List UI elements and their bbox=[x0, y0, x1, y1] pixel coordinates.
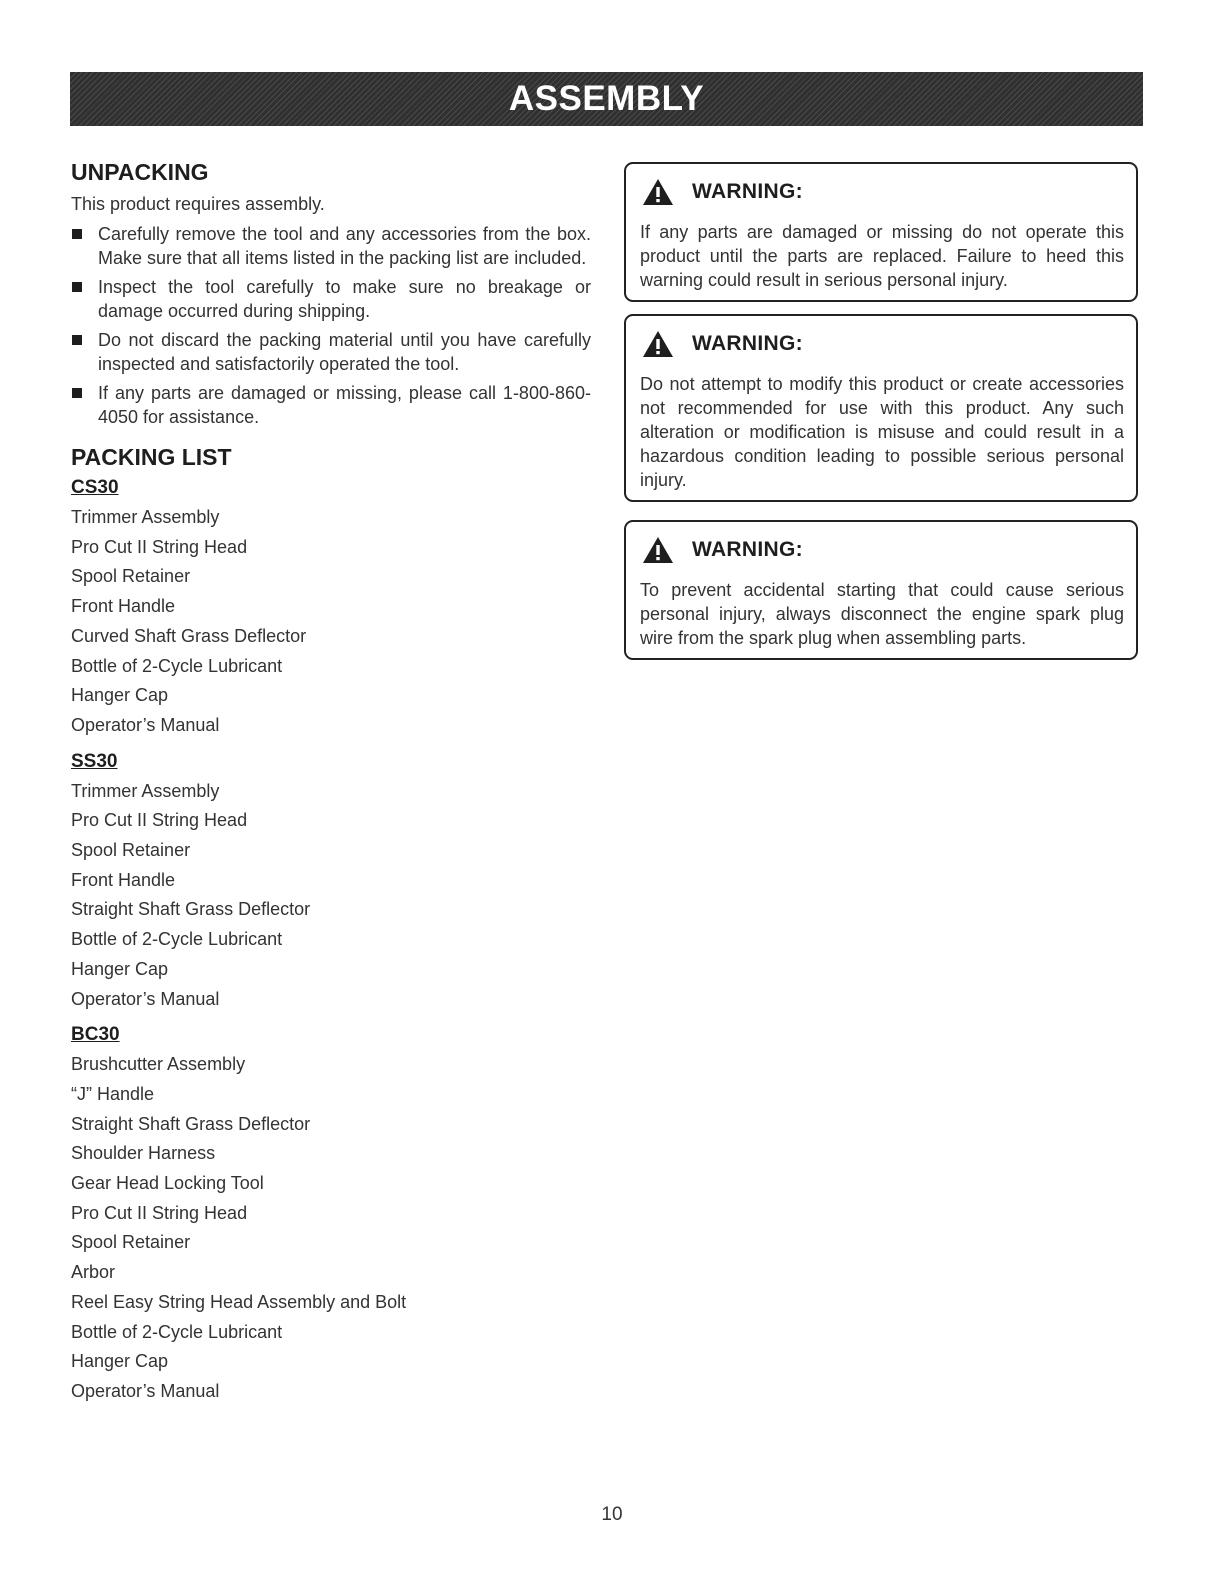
unpacking-bullet bbox=[71, 381, 591, 429]
packing-list-heading: PACKING LIST bbox=[71, 444, 232, 470]
list-item: Trimmer Assembly bbox=[71, 507, 220, 527]
square-bullet-icon bbox=[72, 388, 82, 398]
list-item: Spool Retainer bbox=[71, 1232, 191, 1253]
warning-text: To prevent accidental starting that could cause serious personal injury, always disconnect the engine spark plug wire from the spark plug when assembling parts. bbox=[640, 580, 1124, 648]
warning-triangle-icon bbox=[642, 330, 674, 358]
warning-triangle-icon bbox=[642, 178, 674, 206]
list-item: Front Handle bbox=[71, 869, 176, 890]
list-item: Hanger Cap bbox=[71, 958, 169, 979]
list-item: Operator’s Manual bbox=[71, 1380, 220, 1401]
unpacking-bullet bbox=[71, 222, 591, 270]
list-item: Bottle of 2-Cycle Lubricant bbox=[71, 929, 283, 950]
warning-header bbox=[640, 324, 1124, 364]
list-item: Hanger Cap bbox=[71, 685, 169, 706]
list-item: “J” Handle bbox=[71, 1083, 155, 1104]
bullet-text: If any parts are damaged or missing, please call 1-800-860-4050 for assistance. bbox=[98, 383, 591, 427]
section-banner bbox=[70, 72, 1143, 126]
warning-box-modification bbox=[624, 314, 1138, 502]
parts-list-bc30 bbox=[71, 1050, 591, 1406]
list-item: Shoulder Harness bbox=[71, 1143, 216, 1164]
list-item: Straight Shaft Grass Deflector bbox=[71, 1113, 311, 1134]
list-item: Bottle of 2-Cycle Lubricant bbox=[71, 655, 283, 676]
list-item: Reel Easy String Head Assembly and Bolt bbox=[71, 1291, 407, 1312]
unpacking-bullet-list bbox=[71, 222, 591, 429]
warning-box-spark-plug bbox=[624, 520, 1138, 660]
list-item: Front Handle bbox=[71, 596, 176, 617]
left-column bbox=[71, 158, 591, 1407]
unpacking-bullet bbox=[71, 328, 591, 376]
list-item: Pro Cut II String Head bbox=[71, 810, 248, 831]
parts-list-cs30 bbox=[71, 503, 591, 741]
warning-title: WARNING: bbox=[692, 538, 803, 561]
banner-title: ASSEMBLY bbox=[508, 79, 705, 118]
warning-triangle-icon bbox=[642, 536, 674, 564]
square-bullet-icon bbox=[72, 229, 82, 239]
page-number: 10 bbox=[601, 1504, 623, 1525]
list-item: Straight Shaft Grass Deflector bbox=[71, 899, 311, 920]
bullet-text: Do not discard the packing material until you have carefully inspected and satisfactorily operated the tool. bbox=[98, 330, 591, 374]
unpacking-bullet bbox=[71, 275, 591, 323]
square-bullet-icon bbox=[72, 335, 82, 345]
list-item: Trimmer Assembly bbox=[71, 780, 220, 801]
bullet-text: Carefully remove the tool and any accessories from the box. Make sure that all items listed in the packing list are included. bbox=[98, 224, 591, 268]
list-item: Spool Retainer bbox=[71, 566, 191, 587]
list-item: Operator’s Manual bbox=[71, 988, 220, 1009]
list-item: Spool Retainer bbox=[71, 840, 191, 861]
parts-list-ss30 bbox=[71, 777, 591, 1015]
list-item: Curved Shaft Grass Deflector bbox=[71, 625, 307, 646]
list-item: Brushcutter Assembly bbox=[71, 1054, 246, 1075]
warning-box-damaged-parts bbox=[624, 162, 1138, 302]
warning-header bbox=[640, 172, 1124, 212]
list-item: Bottle of 2-Cycle Lubricant bbox=[71, 1321, 283, 1342]
list-item: Operator’s Manual bbox=[71, 714, 220, 735]
list-item: Arbor bbox=[71, 1262, 116, 1283]
warning-text: Do not attempt to modify this product or create accessories not recommended for use with this product. Any such alteration or modification is misuse and could result in a hazardous condition leading to possible serious personal injury. bbox=[640, 374, 1124, 490]
model-name-cs30: CS30 bbox=[71, 477, 119, 498]
unpacking-heading: UNPACKING bbox=[71, 159, 209, 185]
list-item: Gear Head Locking Tool bbox=[71, 1173, 264, 1194]
square-bullet-icon bbox=[72, 282, 82, 292]
warning-text: If any parts are damaged or missing do not operate this product until the parts are replaced. Failure to heed this warning could result in serious personal injury. bbox=[640, 222, 1124, 290]
list-item: Pro Cut II String Head bbox=[71, 536, 248, 557]
list-item: Hanger Cap bbox=[71, 1351, 169, 1372]
list-item: Pro Cut II String Head bbox=[71, 1202, 248, 1223]
unpacking-intro: This product requires assembly. bbox=[71, 194, 325, 214]
warning-title: WARNING: bbox=[692, 180, 803, 203]
warning-header bbox=[640, 530, 1124, 570]
model-name-bc30: BC30 bbox=[71, 1024, 120, 1046]
model-name-ss30: SS30 bbox=[71, 750, 118, 772]
bullet-text: Inspect the tool carefully to make sure no breakage or damage occurred during shipping. bbox=[98, 277, 591, 321]
warning-title: WARNING: bbox=[692, 332, 803, 355]
